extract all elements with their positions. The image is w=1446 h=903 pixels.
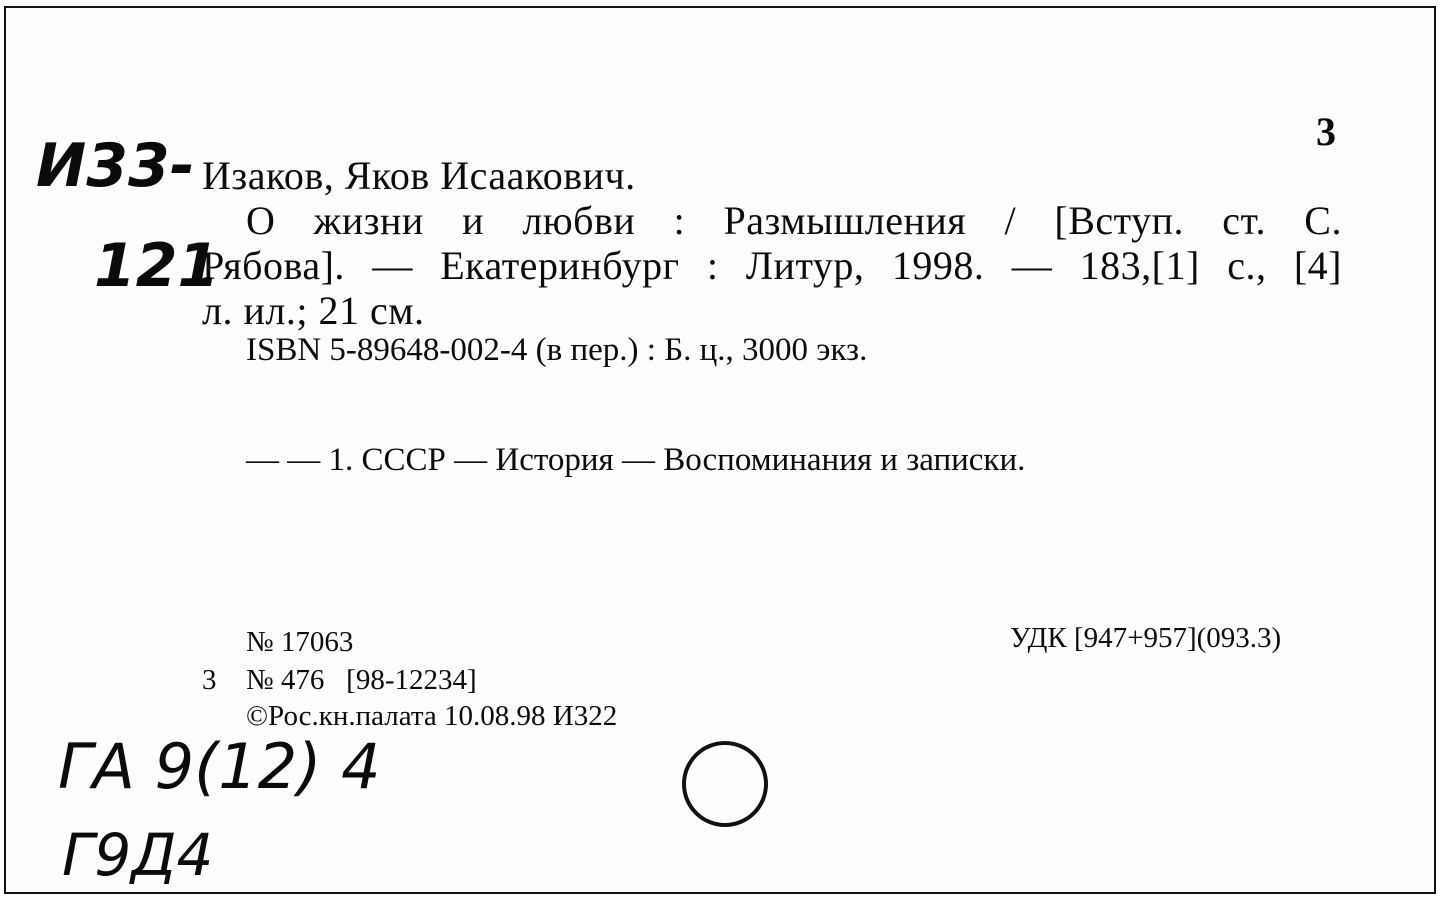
title-line-1: О жизни и любви : Размышления / [Вступ. ст. С. xyxy=(246,198,1342,243)
registration-number: № 476 [98-12234] xyxy=(246,664,477,696)
author-heading: Изаков, Яков Исаакович. xyxy=(202,153,636,198)
book-chamber-line: ©Рос.кн.палата 10.08.98 И322 xyxy=(246,700,618,732)
handwritten-classification-1: ГА 9(12) 4 xyxy=(58,730,381,803)
title-line-2: Рябова]. — Екатеринбург : Литур, 1998. — 183,[1] с., [4] xyxy=(202,243,1342,288)
stamp-circle xyxy=(682,741,768,827)
isbn-line: ISBN 5-89648-002-4 (в пер.) : Б. ц., 3000 экз. xyxy=(246,332,868,368)
title-line-3: л. ил.; 21 см. xyxy=(202,288,425,333)
udc-code: УДК [947+957](093.3) xyxy=(1010,622,1282,654)
card-number: 3 xyxy=(1316,109,1337,154)
record-number: № 17063 xyxy=(246,626,354,658)
copy-count: 3 xyxy=(202,664,217,696)
catalog-card xyxy=(4,6,1436,894)
handwritten-author-mark: 121 xyxy=(94,231,220,301)
subject-line: — — 1. СССР — История — Воспоминания и записки. xyxy=(246,442,1026,478)
handwritten-shelf-mark: И33- xyxy=(36,131,195,201)
handwritten-classification-2: Г9Д4 xyxy=(62,821,214,889)
